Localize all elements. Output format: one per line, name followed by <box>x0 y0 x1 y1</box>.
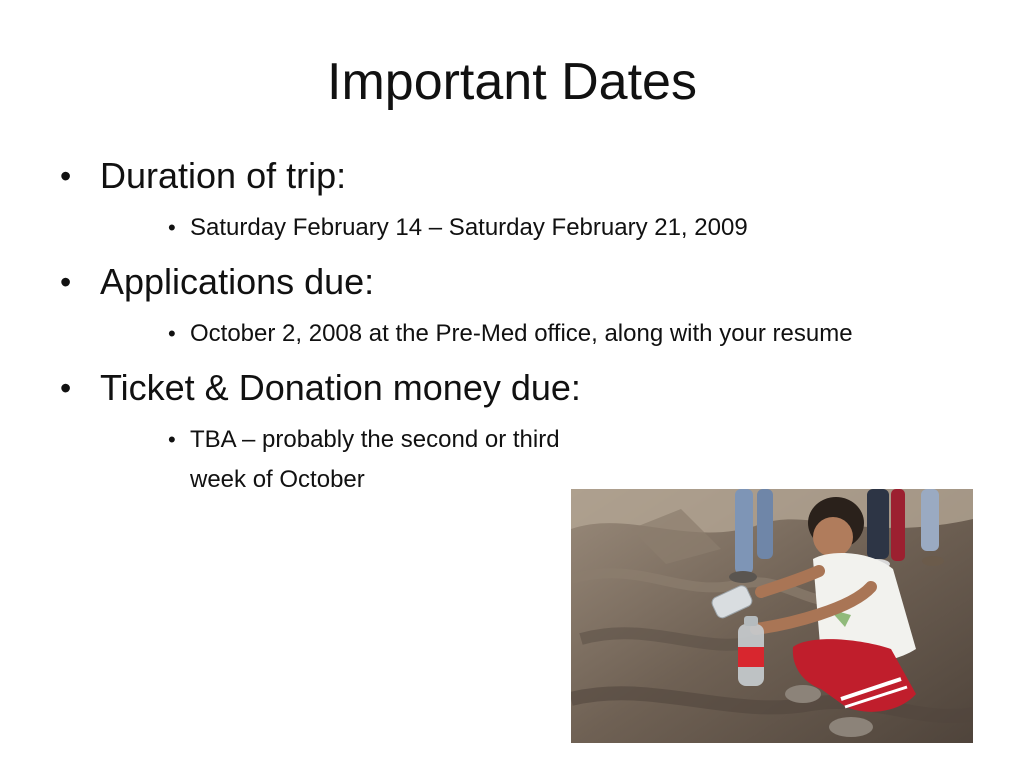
sub-bullet-item <box>168 420 590 500</box>
bullet-label: Duration of trip: <box>100 155 347 196</box>
bullet-label: Applications due: <box>100 261 375 302</box>
sub-bullet-list <box>100 208 980 248</box>
sub-bullet-item <box>168 314 980 354</box>
sub-bullet-dot-icon: • <box>168 215 176 240</box>
child-shoe <box>785 685 821 703</box>
bottle-neck <box>744 616 758 626</box>
bullet-item-applications <box>60 258 980 354</box>
bullet-label: Ticket & Donation money due: <box>100 367 581 408</box>
adult-leg <box>735 489 753 574</box>
bullet-item-duration <box>60 152 980 248</box>
bullet-list <box>60 152 980 510</box>
sub-bullet-list <box>100 314 980 354</box>
sub-bullet-text: TBA – probably the second or third week of October <box>190 426 560 493</box>
bullet-item-ticket-donation <box>60 364 980 500</box>
photo-child-pouring-sand <box>571 489 973 743</box>
slide-title: Important Dates <box>327 53 697 111</box>
adult-leg <box>757 489 773 559</box>
sub-bullet-item <box>168 208 980 248</box>
bullet-dot-icon: • <box>60 264 72 300</box>
photo-illustration <box>571 489 973 743</box>
person-leg <box>921 489 939 551</box>
person-shoe <box>922 556 944 566</box>
person-leg <box>867 489 889 559</box>
bullet-dot-icon: • <box>60 370 72 406</box>
child-shoe <box>829 717 873 737</box>
sub-bullet-dot-icon: • <box>168 321 176 346</box>
adult-shoe <box>729 571 757 583</box>
person-leg <box>891 489 905 561</box>
bottle-label <box>738 647 764 667</box>
child-face <box>813 517 853 557</box>
sub-bullet-dot-icon: • <box>168 427 176 452</box>
sub-bullet-text: Saturday February 14 – Saturday February 21, 2009 <box>190 214 748 241</box>
bullet-dot-icon: • <box>60 158 72 194</box>
sub-bullet-text: October 2, 2008 at the Pre-Med office, along with your resume <box>190 320 853 347</box>
sub-bullet-list <box>100 420 980 500</box>
